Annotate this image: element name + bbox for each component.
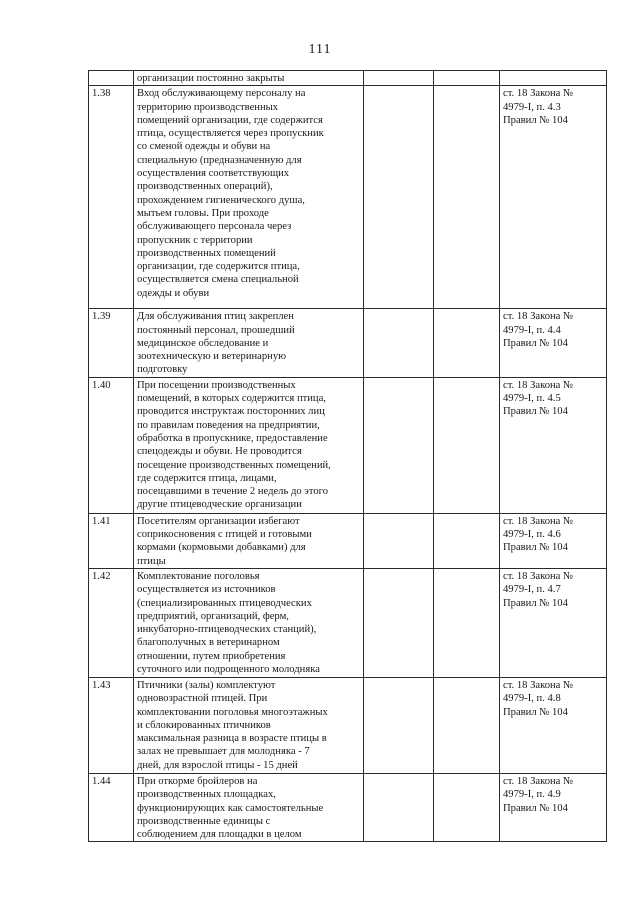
legal-reference bbox=[500, 568, 607, 677]
answer-cell-no bbox=[434, 773, 500, 841]
requirement-line: со сменой одежды и обуви на bbox=[137, 141, 271, 153]
requirement-line: осуществления соответствующих bbox=[137, 168, 290, 180]
requirement-line: обработка в пропускнике, предоставление bbox=[137, 432, 328, 444]
reference-line: 4979-I, п. 4.3 bbox=[503, 101, 561, 113]
requirement-text bbox=[134, 377, 364, 513]
item-number bbox=[89, 71, 134, 86]
reference-line: 4979-I, п. 4.4 bbox=[503, 324, 561, 336]
requirement-text bbox=[134, 309, 364, 377]
item-number: 1.38 bbox=[89, 86, 134, 309]
requirement-line: осуществляется из источников bbox=[137, 584, 276, 596]
legal-reference bbox=[500, 677, 607, 773]
requirement-line: птицы bbox=[137, 555, 166, 567]
requirement-line: обслуживающего персонала через bbox=[137, 221, 292, 233]
requirements-table bbox=[88, 70, 607, 842]
answer-cell-yes bbox=[364, 86, 434, 309]
answer-cell-yes bbox=[364, 309, 434, 377]
requirement-line: зоотехническую и ветеринарную bbox=[137, 351, 287, 363]
requirement-text bbox=[134, 86, 364, 309]
reference-line: Правил № 104 bbox=[503, 802, 568, 814]
reference-line: Правил № 104 bbox=[503, 597, 568, 609]
reference-line: 4979-I, п. 4.6 bbox=[503, 529, 561, 541]
requirement-line: организации, где содержится птица, bbox=[137, 261, 300, 273]
requirement-line: где содержится птица, лицами, bbox=[137, 472, 277, 484]
requirement-line: производственных площадках, bbox=[137, 789, 276, 801]
requirement-line: дней, для взрослой птицы - 15 дней bbox=[137, 759, 298, 771]
reference-line: ст. 18 Закона № bbox=[503, 775, 574, 787]
legal-reference bbox=[500, 773, 607, 841]
item-number: 1.40 bbox=[89, 377, 134, 513]
reference-line: ст. 18 Закона № bbox=[503, 679, 574, 691]
requirement-line: территорию производственных bbox=[137, 101, 279, 113]
requirement-line: помещений, в которых содержится птица, bbox=[137, 393, 326, 405]
requirement-line: соприкосновения с птицей и готовыми bbox=[137, 529, 312, 541]
reference-line: Правил № 104 bbox=[503, 337, 568, 349]
table-row bbox=[89, 309, 607, 377]
answer-cell-yes bbox=[364, 71, 434, 86]
answer-cell-no bbox=[434, 71, 500, 86]
answer-cell-no bbox=[434, 513, 500, 568]
requirement-line: кормами (кормовыми добавками) для bbox=[137, 542, 306, 554]
item-number: 1.44 bbox=[89, 773, 134, 841]
requirement-line: Вход обслуживающему персоналу на bbox=[137, 88, 306, 100]
requirement-text bbox=[134, 71, 364, 86]
requirement-text bbox=[134, 513, 364, 568]
table-row bbox=[89, 377, 607, 513]
reference-line: ст. 18 Закона № bbox=[503, 311, 574, 323]
table-row bbox=[89, 773, 607, 841]
answer-cell-no bbox=[434, 309, 500, 377]
requirement-line: организации постоянно закрыты bbox=[137, 73, 285, 84]
requirement-line: пропускник с территории bbox=[137, 234, 253, 246]
reference-line: 4979-I, п. 4.9 bbox=[503, 789, 561, 801]
requirement-line: одежды и обуви bbox=[137, 287, 210, 299]
requirement-line: Комплектование поголовья bbox=[137, 570, 260, 582]
requirement-line: одновозрастной птицей. При bbox=[137, 693, 268, 705]
requirement-text bbox=[134, 677, 364, 773]
requirement-line: отношении, путем приобретения bbox=[137, 650, 286, 662]
requirement-line: по правилам поведения на предприятии, bbox=[137, 419, 320, 431]
requirement-line: специальную (предназначенную для bbox=[137, 154, 302, 166]
requirement-line: постоянный персонал, прошедший bbox=[137, 324, 295, 336]
requirement-line: помещений организации, где содержится bbox=[137, 114, 323, 126]
reference-line: Правил № 104 bbox=[503, 706, 568, 718]
reference-line: ст. 18 Закона № bbox=[503, 515, 574, 527]
requirement-line: (специализированных птицеводческих bbox=[137, 597, 312, 609]
requirement-line: залах не превышает для молодняка - 7 bbox=[137, 746, 310, 758]
reference-line: Правил № 104 bbox=[503, 406, 568, 418]
requirement-line: посещавшими в течение 2 недель до этого bbox=[137, 486, 328, 498]
requirement-line: птица, осуществляется через пропускник bbox=[137, 128, 324, 140]
table-row bbox=[89, 677, 607, 773]
reference-line: Правил № 104 bbox=[503, 542, 568, 554]
requirement-line: суточного или подрощенного молодняка bbox=[137, 664, 320, 676]
requirement-line: предприятий, организаций, ферм, bbox=[137, 610, 289, 622]
legal-reference bbox=[500, 377, 607, 513]
table-row bbox=[89, 513, 607, 568]
requirement-line: максимальная разница в возрасте птицы в bbox=[137, 733, 327, 745]
table-row bbox=[89, 86, 607, 309]
requirement-text bbox=[134, 773, 364, 841]
legal-reference bbox=[500, 513, 607, 568]
answer-cell-yes bbox=[364, 377, 434, 513]
requirement-line: благополучных в ветеринарном bbox=[137, 637, 280, 649]
requirement-line: прохождением гигиенического душа, bbox=[137, 194, 305, 206]
reference-line: Правил № 104 bbox=[503, 114, 568, 126]
answer-cell-no bbox=[434, 677, 500, 773]
reference-line: 4979-I, п. 4.7 bbox=[503, 584, 561, 596]
requirement-line: и сблокированных птичников bbox=[137, 719, 271, 731]
requirement-line: спецодежды и обуви. Не проводится bbox=[137, 446, 302, 458]
answer-cell-yes bbox=[364, 568, 434, 677]
reference-line: ст. 18 Закона № bbox=[503, 379, 574, 391]
item-number: 1.41 bbox=[89, 513, 134, 568]
requirement-line: комплектовании поголовья многоэтажных bbox=[137, 706, 328, 718]
requirement-line: проводится инструктаж посторонних лиц bbox=[137, 406, 325, 418]
item-number: 1.39 bbox=[89, 309, 134, 377]
requirement-line: производственные единицы с bbox=[137, 815, 271, 827]
requirement-line: инкубаторно-птицеводческих станций), bbox=[137, 624, 317, 636]
table-row bbox=[89, 71, 607, 86]
legal-reference bbox=[500, 86, 607, 309]
legal-reference bbox=[500, 309, 607, 377]
requirement-line: другие птицеводческие организации bbox=[137, 499, 302, 511]
page-number: 111 bbox=[308, 42, 332, 57]
requirement-line: Птичники (залы) комплектуют bbox=[137, 679, 276, 691]
table-row bbox=[89, 568, 607, 677]
requirement-line: посещение производственных помещений, bbox=[137, 459, 331, 471]
answer-cell-yes bbox=[364, 677, 434, 773]
requirement-line: медицинское обследование и bbox=[137, 337, 269, 349]
answer-cell-yes bbox=[364, 773, 434, 841]
requirement-line: подготовку bbox=[137, 364, 188, 376]
requirement-line: При откорме бройлеров на bbox=[137, 775, 258, 787]
requirement-line: производственных операций), bbox=[137, 181, 273, 193]
requirement-line: соблюдением для площадки в целом bbox=[137, 829, 302, 841]
answer-cell-yes bbox=[364, 513, 434, 568]
answer-cell-no bbox=[434, 377, 500, 513]
requirement-line: Для обслуживания птиц закреплен bbox=[137, 311, 294, 323]
reference-line: ст. 18 Закона № bbox=[503, 570, 574, 582]
reference-line: 4979-I, п. 4.8 bbox=[503, 693, 561, 705]
requirement-line: Посетителям организации избегают bbox=[137, 515, 300, 527]
requirement-line: функционирующих как самостоятельные bbox=[137, 802, 324, 814]
requirement-line: мытьем головы. При проходе bbox=[137, 207, 269, 219]
reference-line: ст. 18 Закона № bbox=[503, 88, 574, 100]
legal-reference bbox=[500, 71, 607, 86]
item-number: 1.43 bbox=[89, 677, 134, 773]
reference-line: 4979-I, п. 4.5 bbox=[503, 393, 561, 405]
answer-cell-no bbox=[434, 568, 500, 677]
requirement-line: осуществляется смена специальной bbox=[137, 274, 299, 286]
item-number: 1.42 bbox=[89, 568, 134, 677]
requirement-text bbox=[134, 568, 364, 677]
requirement-line: производственных помещений bbox=[137, 247, 276, 259]
requirement-line: При посещении производственных bbox=[137, 379, 296, 391]
answer-cell-no bbox=[434, 86, 500, 309]
